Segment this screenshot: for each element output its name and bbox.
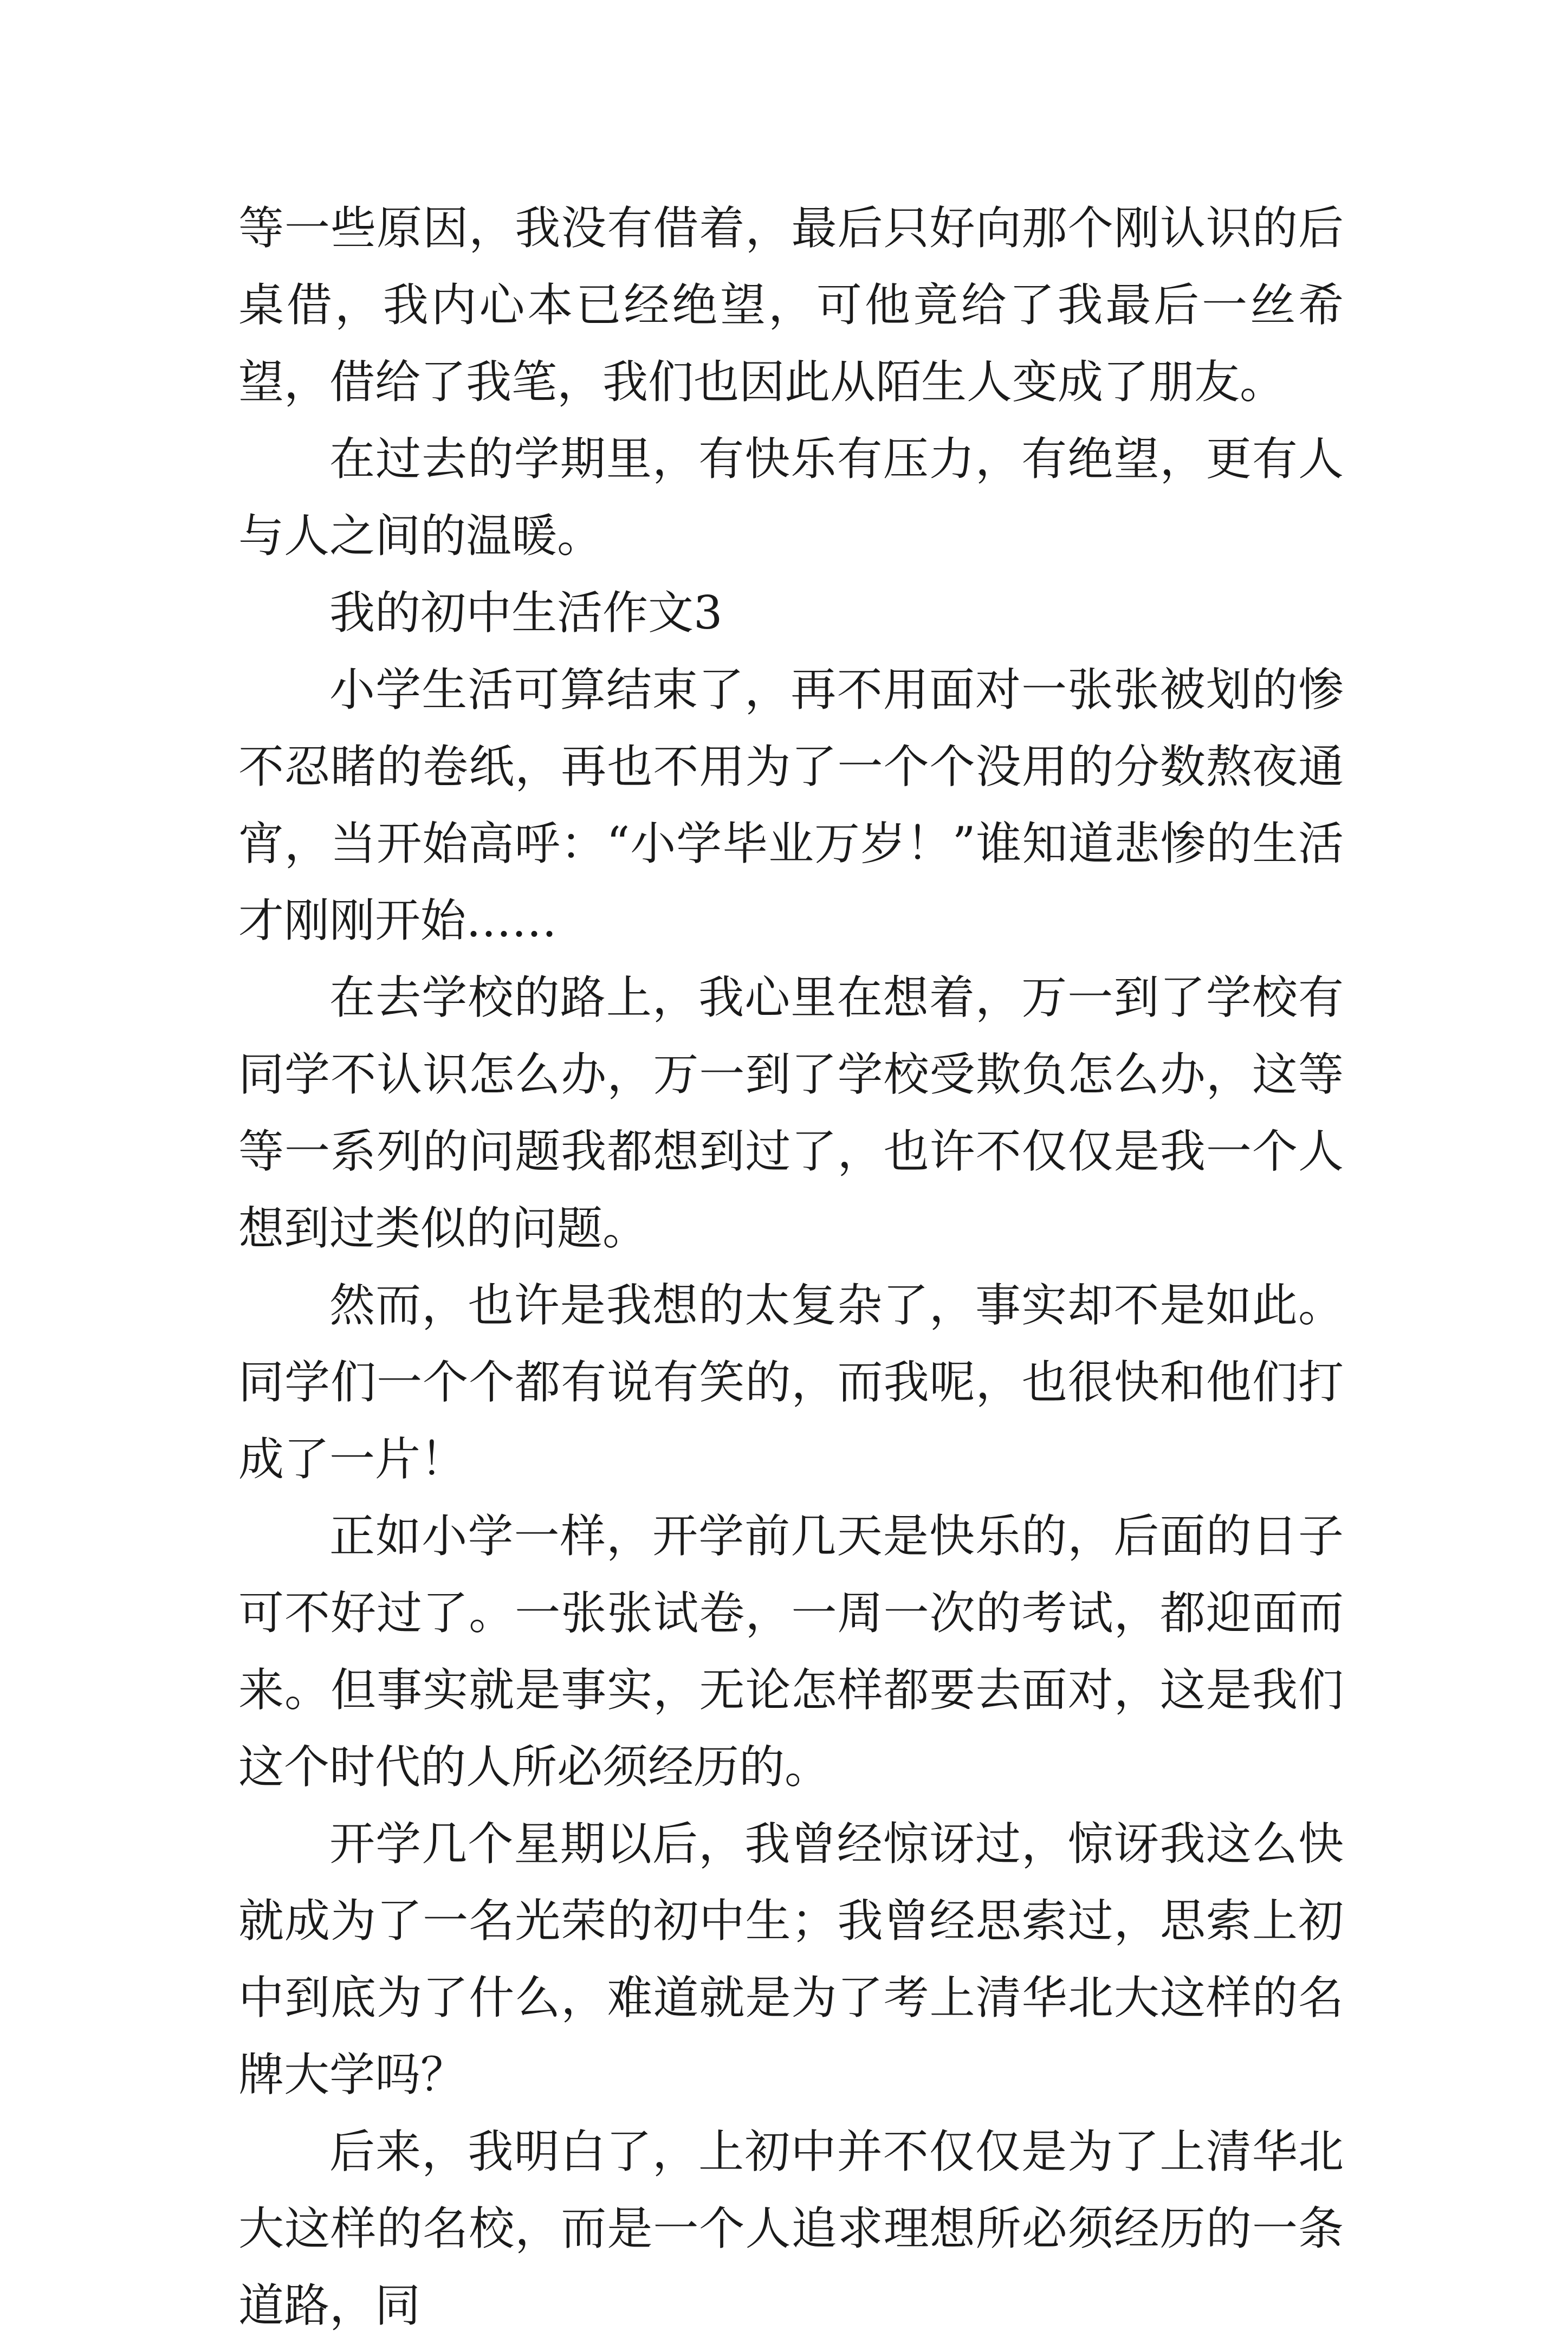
section-heading: 我的初中生活作文3 xyxy=(329,586,723,639)
paragraph: 在过去的学期里，有快乐有压力，有绝望，更有人与人之间的温暖。 xyxy=(238,432,1344,562)
paragraph: 然而，也许是我想的太复杂了，事实却不是如此。同学们一个个都有说有笑的，而我呢，也很快和他们打成了一片！ xyxy=(238,1279,1344,1486)
paragraph: 开学几个星期以后，我曾经惊讶过，惊讶我这么快就成为了一名光荣的初中生；我曾经思索过，思索上初中到底为了什么，难道就是为了考上清华北大这样的名牌大学吗？ xyxy=(238,1817,1344,2101)
paragraph: 小学生活可算结束了，再不用面对一张张被划的惨不忍睹的卷纸，再也不用为了一个个没用的分数熬夜通宵，当开始高呼：“小学毕业万岁！”谁知道悲惨的生活才刚刚开始…… xyxy=(238,663,1344,947)
paragraph: 在去学校的路上，我心里在想着，万一到了学校有同学不认识怎么办，万一到了学校受欺负怎么办，这等等一系列的问题我都想到过了，也许不仅仅是我一个人想到过类似的问题。 xyxy=(238,971,1344,1255)
paragraph: 正如小学一样，开学前几天是快乐的，后面的日子可不好过了。一张张试卷，一周一次的考试，都迎面而来。但事实就是事实，无论怎样都要去面对，这是我们这个时代的人所必须经历的。 xyxy=(238,1510,1344,1793)
document-page xyxy=(238,190,1344,2344)
paragraph-continued: 等一些原因，我没有借着，最后只好向那个刚认识的后桌借，我内心本已经绝望，可他竟给了我最后一丝希望，借给了我笔，我们也因此从陌生人变成了朋友。 xyxy=(238,202,1344,409)
paragraph: 后来，我明白了，上初中并不仅仅是为了上清华北大这样的名校，而是一个人追求理想所必须经历的一条道路，同 xyxy=(238,2125,1344,2332)
